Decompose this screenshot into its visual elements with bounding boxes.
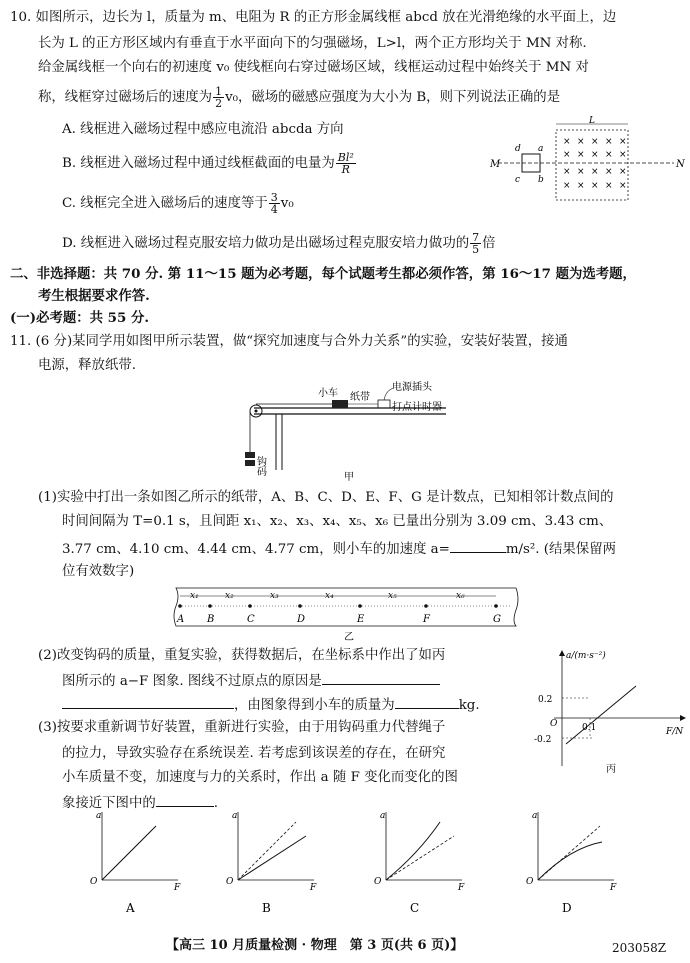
graph-xlabel: F/N (666, 727, 684, 737)
section2-subheading: (一)必考题：共 55 分. (10, 310, 150, 326)
field-x-marker: × (619, 150, 627, 160)
choice-label: B (262, 901, 271, 915)
choice-label: D (562, 901, 572, 915)
tape-gap-label: x₅ (388, 591, 397, 601)
choice-label: A (126, 901, 135, 915)
tape-point-d (298, 604, 302, 608)
hook-weight-2 (245, 460, 255, 466)
choice-axis-x-label: F (610, 883, 617, 893)
choice-origin: O (90, 877, 98, 887)
tape-point-b (208, 604, 212, 608)
q11-p2-line1: (2)改变钩码的质量，重复实验，获得数据后，在坐标系中作出了如丙 (38, 648, 446, 663)
q10-option-b: B. 线框进入磁场过程中通过线框截面的电量为 $\frac{\text{Bl²}}{R}$ (62, 151, 354, 176)
field-x-marker: × (563, 167, 571, 177)
field-x-marker: × (619, 167, 627, 177)
q11-p3-line3: 小车质量不变，加速度与力的关系时，作出 a 随 F 变化而变化的图 (62, 770, 458, 785)
q10-option-c: C. 线框完全进入磁场后的速度等于 $\frac{3}{4}$ v₀ (62, 191, 294, 216)
field-x-marker: × (591, 181, 599, 191)
tape-point-label: D (297, 614, 306, 625)
q10-line2: 长为 L 的正方形区域内有垂直于水平面向下的匀强磁场，L>l，两个正方形均关于 MN 对称. (38, 36, 587, 51)
q10-option-a: A. 线框进入磁场过程中感应电流沿 abcda 方向 (62, 122, 344, 137)
label-tape: 纸带 (350, 392, 370, 403)
tape-point-c (248, 604, 252, 608)
choice-graph-b[interactable] (220, 808, 330, 918)
choice-graph-d[interactable] (520, 808, 630, 918)
label-m: M (490, 159, 501, 170)
section2-heading: 二、非选择题：共 70 分. 第 11～15 题为必考题，每个试题考生都必须作答，第 16～17 题为选考题， (10, 266, 636, 282)
q10-option-d: D. 线框进入磁场过程克服安培力做功是出磁场过程克服安培力做功的 $\frac{7}{5}$ 倍 (62, 231, 496, 256)
tape-point-label: C (247, 614, 255, 625)
graph-ylabel: a/(m·s⁻²) (566, 651, 606, 661)
q11-p1-line2: 时间间隔为 T=0.1 s，且间距 x₁、x₂、x₃、x₄、x₅、x₆ 已量出分别为 3.09 cm、3.43 cm、 (62, 514, 613, 529)
tape-gap-label: x₁ (190, 591, 199, 601)
choice-origin: O (226, 877, 234, 887)
label-d: d (515, 144, 521, 154)
q10-line3: 给金属线框一个向右的初速度 v₀ 使线框向右穿过磁场区域，线框运动过程中始终关于 MN 对 (38, 60, 589, 75)
choice-curve (386, 822, 440, 880)
q11-p1-line4: 位有效数字) (62, 564, 135, 579)
apparatus-figure (236, 378, 460, 482)
tape-gap-label: x₂ (225, 591, 234, 601)
paper-tape-figure (170, 584, 526, 643)
field-x-marker: × (619, 137, 627, 147)
q10-line4: 称，线框穿过磁场后的速度为 $\frac{1}{2}$ v₀，磁场的磁感应强度为大小为 B，则下列说法正确的是 (38, 85, 561, 110)
choice-axis-y-label: a (232, 811, 238, 821)
graph-origin: O (550, 719, 558, 729)
label-l: L (589, 116, 595, 126)
choice-axis-y-label: a (532, 811, 538, 821)
tape-gap-label: x₄ (325, 591, 334, 601)
graph-xtick: 0.1 (582, 723, 597, 733)
choice-curve (538, 842, 602, 880)
tape-marks (176, 591, 501, 625)
tape-gap-label: x₆ (456, 591, 465, 601)
q11-p3-line4: 象接近下图中的 . (62, 796, 218, 811)
field-x-marker: × (577, 167, 585, 177)
label-hook: 钩码 (254, 456, 266, 476)
timer-box (378, 400, 390, 408)
q11-p3-line1: (3)按要求重新调节好装置，重新进行实验，由于用钩码重力代替绳子 (38, 720, 446, 735)
q11-p2-line3: ，由图象得到小车的质量为 kg. (62, 696, 480, 714)
field-x-marker: × (563, 181, 571, 191)
field-x-marker: × (605, 181, 613, 191)
field-markers (563, 137, 627, 191)
answer-blank-reason[interactable] (322, 672, 440, 685)
tape-gap-label: x₃ (270, 591, 279, 601)
choice-label: C (410, 901, 420, 915)
footer-center: 【高三 10 月质量检测 · 物理 第 3 页(共 6 页)】 (166, 938, 464, 953)
label-a: a (538, 144, 544, 154)
choice-origin: O (526, 877, 534, 887)
choice-axis-y-label: a (380, 811, 386, 821)
q11-line2: 电源，释放纸带. (38, 358, 136, 373)
field-x-marker: × (577, 150, 585, 160)
choice-line (238, 836, 306, 880)
field-x-marker: × (591, 167, 599, 177)
tape-point-label: E (357, 614, 365, 625)
graph-y-arrow (559, 650, 565, 656)
choice-axis-x-label: F (174, 883, 181, 893)
choice-graph-c[interactable] (368, 808, 478, 918)
choice-dashed (386, 836, 454, 880)
choice-axis-x-label: F (458, 883, 465, 893)
q11-p1-line1: (1)实验中打出一条如图乙所示的纸带，A、B、C、D、E、F、G 是计数点，已知相邻计数点间的 (38, 490, 614, 505)
label-c: c (515, 175, 521, 185)
label-car: 小车 (318, 388, 338, 399)
pulley-axle (255, 410, 258, 413)
tape-point-e (358, 604, 362, 608)
graph-ytick-pos: 0.2 (538, 695, 553, 705)
choice-origin: O (374, 877, 382, 887)
section2-heading-cont: 考生根据要求作答. (38, 288, 150, 304)
label-b: b (538, 175, 544, 185)
caption-yi: 乙 (344, 632, 354, 643)
q11-p2-line2: 图所示的 a−F 图象. 图线不过原点的原因是 (62, 672, 440, 690)
graph-bing (532, 646, 688, 778)
answer-blank-mass[interactable] (395, 696, 459, 709)
tape-point-a (178, 604, 182, 608)
choice-graph-a[interactable] (84, 808, 194, 918)
field-x-marker: × (619, 181, 627, 191)
q10-figure (488, 118, 684, 200)
footer-code: 203058Z (612, 941, 667, 955)
field-x-marker: × (591, 137, 599, 147)
caption-jia: 甲 (344, 472, 354, 483)
graph-x-arrow (680, 715, 686, 721)
choice-line (102, 826, 156, 880)
graph-ytick-neg: -0.2 (534, 735, 552, 745)
field-x-marker: × (563, 137, 571, 147)
answer-blank-graph[interactable] (156, 794, 214, 807)
graph-line (566, 686, 636, 744)
caption-bing: 丙 (606, 764, 616, 775)
label-power: 电源插头 (392, 382, 432, 393)
tape-point-label: F (423, 614, 430, 625)
field-x-marker: × (591, 150, 599, 160)
q11-p3-line2: 的拉力，导致实验存在系统误差. 若考虑到该误差的存在，在研究 (62, 746, 446, 761)
label-n: N (676, 159, 685, 170)
label-timer: 打点计时器 (392, 402, 442, 413)
tape-point-label: B (207, 614, 215, 625)
field-x-marker: × (605, 137, 613, 147)
tape-point-f (424, 604, 428, 608)
choice-axis-x-label: F (310, 883, 317, 893)
q11-p1-line3: 3.77 cm、4.10 cm、4.44 cm、4.77 cm，则小车的加速度 a= m/s². (结果保留两 (62, 542, 616, 557)
q10-line1: 10. 如图所示，边长为 l，质量为 m、电阻为 R 的正方形金属线框 abcd 放在光滑绝缘的水平面上，边 (10, 10, 617, 25)
tape-point-label: A (177, 614, 185, 625)
field-x-marker: × (605, 150, 613, 160)
choice-dashed (238, 822, 296, 880)
tape-point-g (494, 604, 498, 608)
car (332, 400, 348, 408)
field-x-marker: × (577, 181, 585, 191)
field-x-marker: × (577, 137, 585, 147)
q11-line1: 11. (6 分)某同学用如图甲所示装置，做“探究加速度与合外力关系”的实验，安装好装置，接通 (10, 334, 568, 349)
field-x-marker: × (605, 167, 613, 177)
answer-blank-accel[interactable] (450, 540, 506, 553)
answer-blank-reason-cont[interactable] (62, 696, 234, 709)
hook-weight-1 (245, 452, 255, 458)
tape-point-label: G (493, 614, 501, 625)
choice-axis-y-label: a (96, 811, 102, 821)
field-x-marker: × (563, 150, 571, 160)
